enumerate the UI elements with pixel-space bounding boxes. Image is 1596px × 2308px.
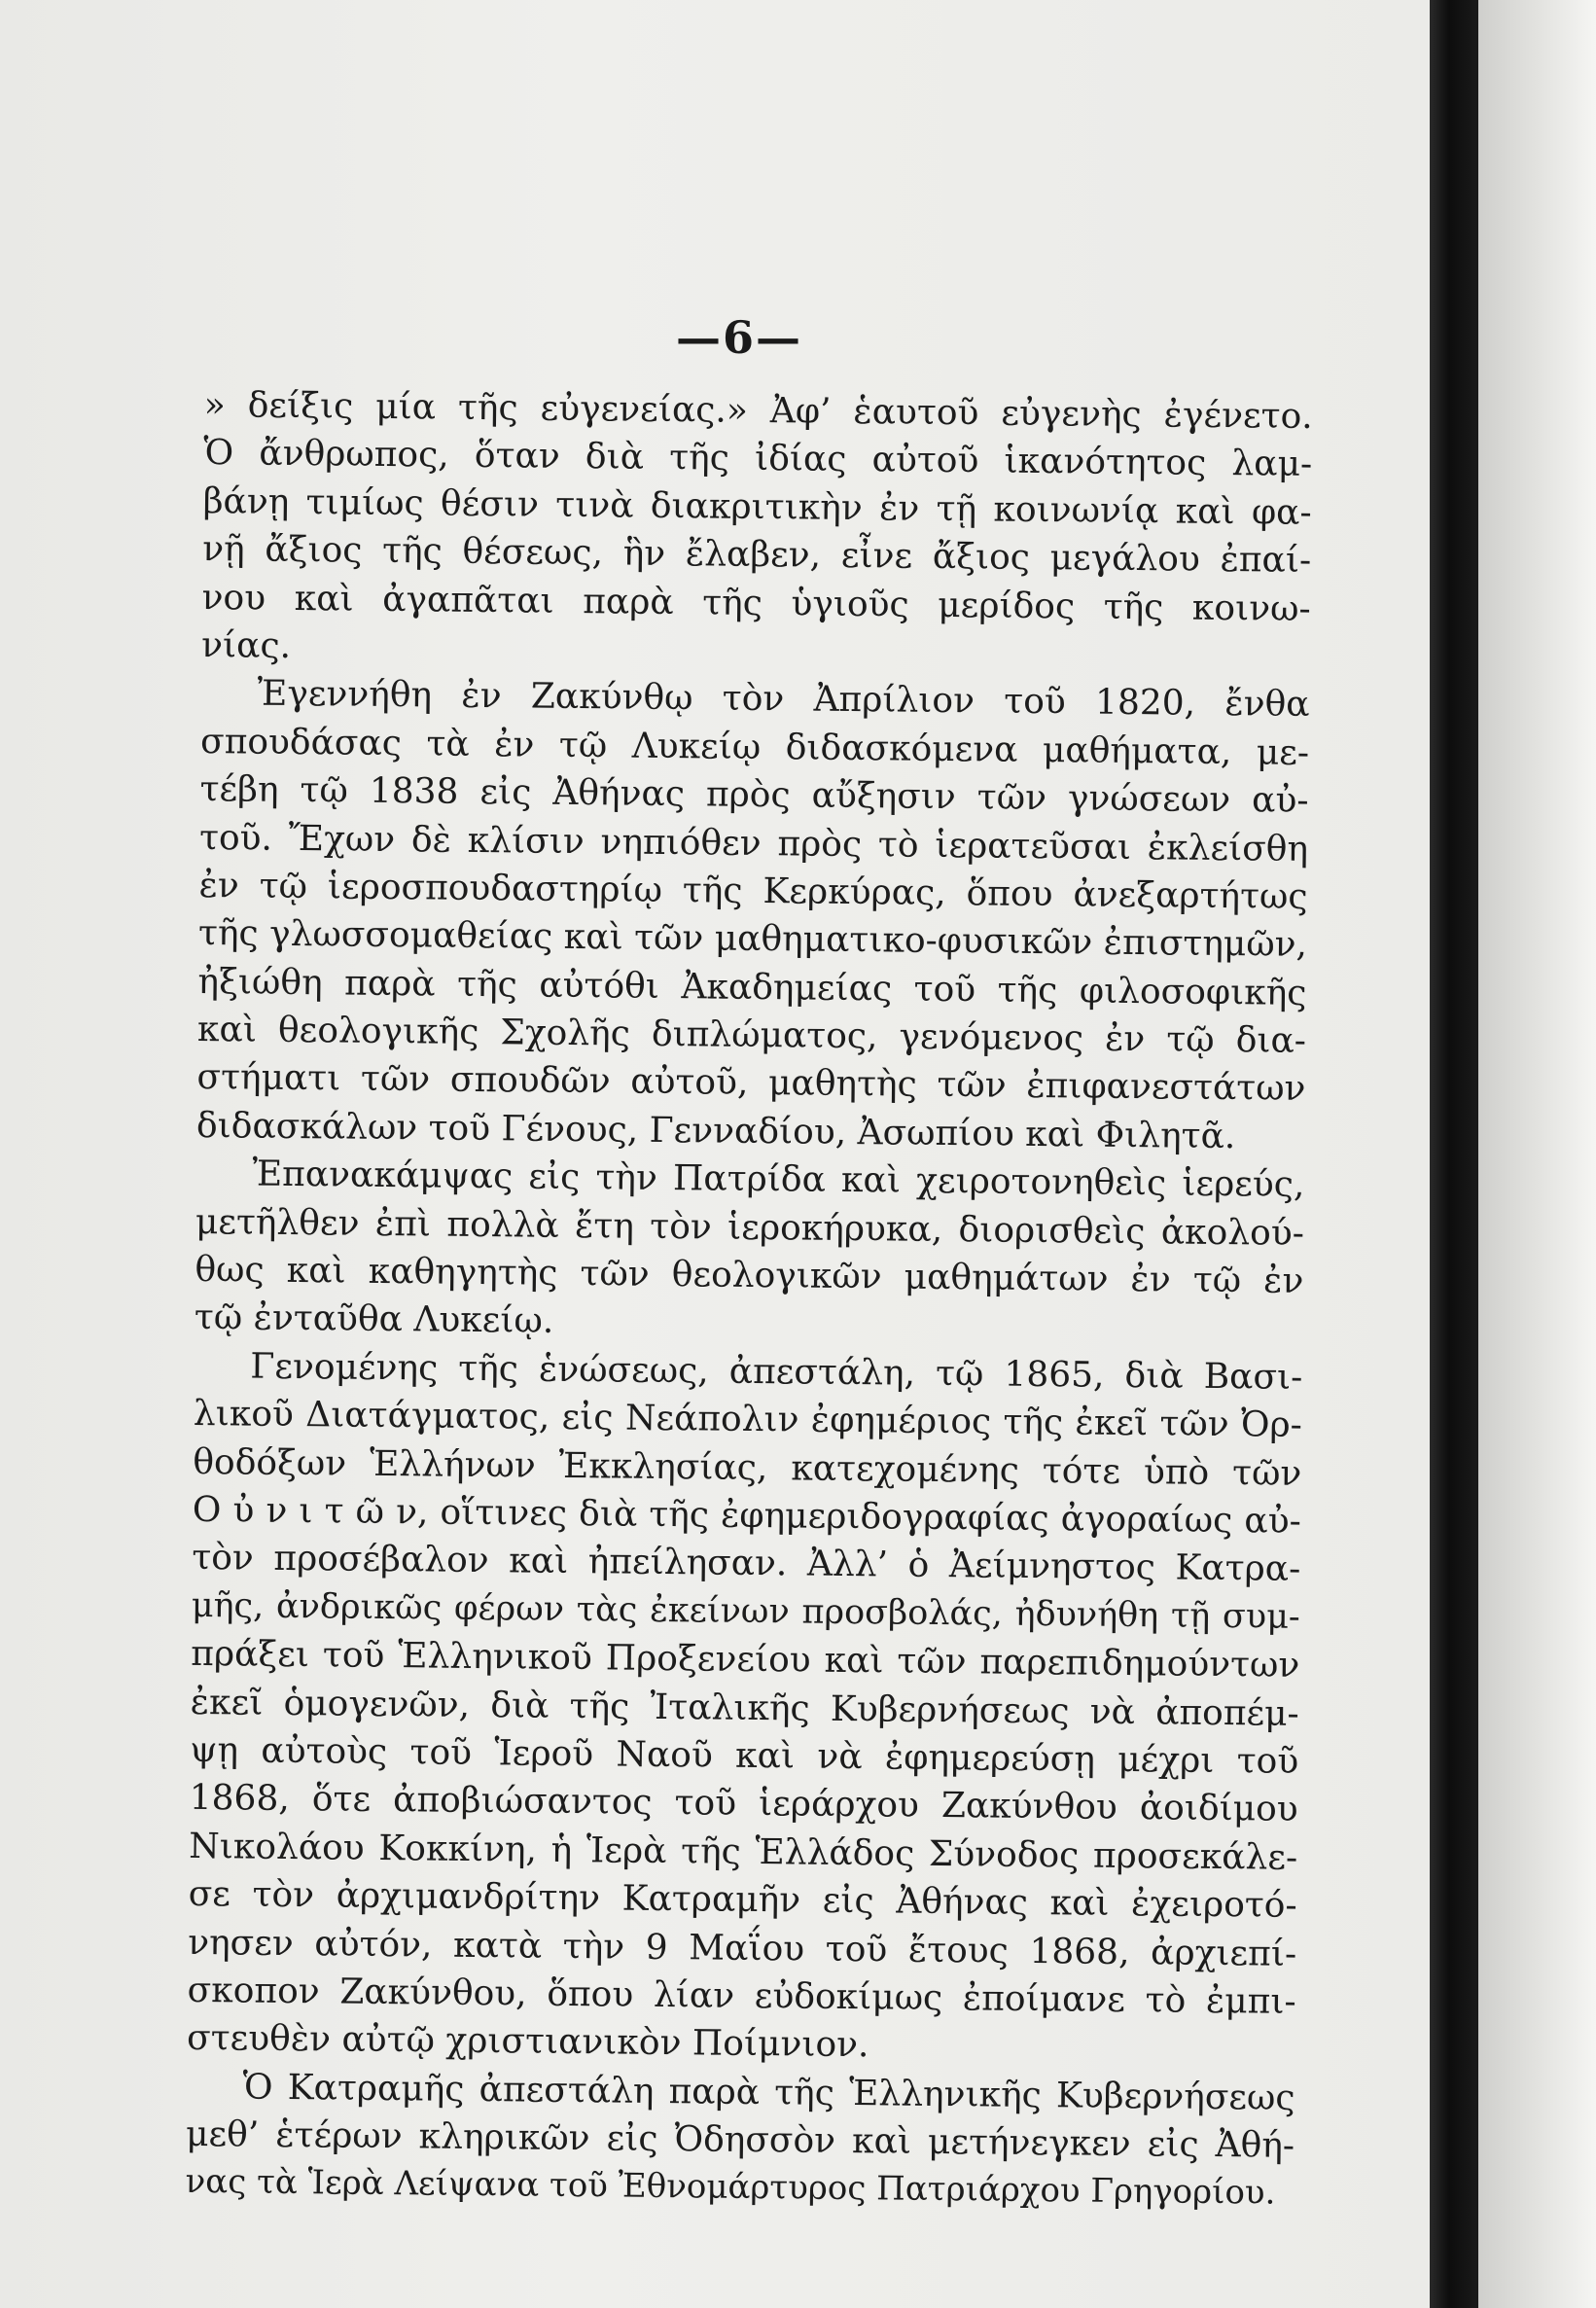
text-line: θοδόξων Ἑλλήνων Ἐκκλησίας, κατεχομένης τότε ὑπὸ τῶν xyxy=(193,1441,1302,1494)
text-line: στευθὲν αὐτῷ χριστιανικὸν Ποίμνιον. xyxy=(186,2018,869,2066)
text-line: τὸν προσέβαλον καὶ ἠπείλησαν. Ἀλλ’ ὁ Ἀείμνηστος Κατρα- xyxy=(192,1538,1301,1590)
facing-page-edge xyxy=(1478,0,1596,2308)
body-text xyxy=(185,381,1313,2219)
text-line: πράξει τοῦ Ἑλληνικοῦ Προξενείου καὶ τῶν παρεπιδημούντων xyxy=(191,1634,1300,1687)
text-line: νησεν αὐτόν, κατὰ τὴν 9 Μαΐου τοῦ ἔτους 1868, ἀρχιεπί- xyxy=(187,1922,1297,1974)
text-line: ἐκεῖ ὁμογενῶν, διὰ τῆς Ἰταλικῆς Κυβερνήσεως νὰ ἀποπέμ- xyxy=(190,1682,1299,1734)
text-line: ἐν τῷ ἱεροσπουδαστηρίῳ τῆς Κερκύρας, ὅπου ἀνεξαρτήτως xyxy=(198,865,1308,917)
text-line: ἠξιώθη παρὰ τῆς αὐτόθι Ἀκαδημείας τοῦ τῆς φιλοσοφικῆς xyxy=(197,961,1307,1013)
text-line: Ἐγεννήθη ἐν Ζακύνθῳ τὸν Ἀπρίλιον τοῦ 1820, ἔνθα xyxy=(257,673,1310,726)
text-line: Νικολάου Κοκκίνη, ἡ Ἱερὰ τῆς Ἑλλάδος Σύνοδος προσεκάλε- xyxy=(189,1826,1298,1878)
text-line: τῆς γλωσσομαθείας καὶ τῶν μαθηματικο-φυσικῶν ἐπιστημῶν, xyxy=(197,913,1308,966)
page-number: —6— xyxy=(675,311,802,364)
text-line: σπουδάσας τὰ ἐν τῷ Λυκείῳ διδασκόμενα μαθήματα, με- xyxy=(199,721,1310,773)
text-line: καὶ θεολογικῆς Σχολῆς διπλώματος, γενόμενος ἐν τῷ δια- xyxy=(196,1010,1307,1061)
text-line: νου καὶ ἀγαπᾶται παρὰ τῆς ὑγιοῦς μερίδος τῆς κοινω- xyxy=(201,577,1311,629)
text-line: νίας. xyxy=(200,624,292,666)
text-line: Ο ὐ ν ι τ ῶ ν, οἵτινες διὰ τῆς ἐφημεριδογραφίας ἀγοραίως αὐ- xyxy=(192,1489,1301,1542)
text-line: Ὁ ἄνθρωπος, ὅταν διὰ τῆς ἰδίας αὐτοῦ ἱκανότητος λαμ- xyxy=(203,433,1313,485)
text-line: θως καὶ καθηγητὴς τῶν θεολογικῶν μαθημάτων ἐν τῷ ἐν xyxy=(195,1249,1304,1301)
text-line: 1868, ὅτε ἀποβιώσαντος τοῦ ἱεράρχου Ζακύνθου ἀοιδίμου xyxy=(189,1778,1298,1830)
text-line: μῆς, ἀνδρικῶς φέρων τὰς ἐκείνων προσβολάς, ἠδυνήθη τῇ συμ- xyxy=(191,1585,1300,1637)
text-line: » δείξις μία τῆς εὐγενείας.» Ἀφ’ ἑαυτοῦ εὐγενὴς ἐγένετο. xyxy=(203,384,1313,437)
text-line: διδασκάλων τοῦ Γένους, Γενναδίου, Ἀσωπίου καὶ Φιλητᾶ. xyxy=(195,1105,1236,1157)
text-line: Ὁ Κατραμῆς ἀπεστάλη παρὰ τῆς Ἑλληνικῆς Κυβερνήσεως xyxy=(242,2067,1295,2118)
text-line: μετῆλθεν ἐπὶ πολλὰ ἔτη τὸν ἱεροκήρυκα, διορισθεὶς ἀκολού- xyxy=(195,1201,1305,1254)
text-line: Ἐπανακάμψας εἰς τὴν Πατρίδα καὶ χειροτονηθεὶς ἱερεύς, xyxy=(252,1154,1305,1206)
book-spine xyxy=(1430,0,1478,2308)
text-line: Γενομένης τῆς ἑνώσεως, ἀπεστάλη, τῷ 1865, διὰ Βασι- xyxy=(250,1346,1303,1398)
text-line: τέβη τῷ 1838 εἰς Ἀθήνας πρὸς αὔξησιν τῶν γνώσεων αὐ- xyxy=(199,769,1309,822)
text-line: νῇ ἄξιος τῆς θέσεως, ἣν ἔλαβεν, εἶνε ἄξιος μεγάλου ἐπαί- xyxy=(201,529,1312,582)
text-line: στήματι τῶν σπουδῶν αὐτοῦ, μαθητὴς τῶν ἐπιφανεστάτων xyxy=(196,1057,1306,1110)
text-line: σε τὸν ἀρχιμανδρίτην Κατραμῆν εἰς Ἀθήνας καὶ ἐχειροτό- xyxy=(188,1874,1297,1926)
text-line: μεθ’ ἑτέρων κληρικῶν εἰς Ὀδησσὸν καὶ μετήνεγκεν εἰς Ἀθή- xyxy=(185,2113,1295,2166)
text-line: βάνῃ τιμίως θέσιν τινὰ διακριτικὴν ἐν τῇ κοινωνίᾳ καὶ φα- xyxy=(202,480,1312,533)
text-line: τῷ ἐνταῦθα Λυκείῳ. xyxy=(194,1297,554,1342)
text-line: ψῃ αὐτοὺς τοῦ Ἱεροῦ Ναοῦ καὶ νὰ ἐφημερεύσῃ μέχρι τοῦ xyxy=(190,1729,1299,1782)
text-line: λικοῦ Διατάγματος, εἰς Νεάπολιν ἐφημέριος τῆς ἐκεῖ τῶν Ὀρ- xyxy=(193,1394,1303,1446)
text-line: νας τὰ Ἱερὰ Λείψανα τοῦ Ἐθνομάρτυρος Πατριάρχου Γρηγορίου. xyxy=(185,2162,1276,2214)
text-line: σκοπον Ζακύνθου, ὅπου λίαν εὐδοκίμως ἐποίμανε τὸ ἐμπι- xyxy=(187,1970,1296,2022)
text-line: τοῦ. Ἔχων δὲ κλίσιν νηπιόθεν πρὸς τὸ ἱερατεῦσαι ἐκλείσθη xyxy=(198,817,1309,870)
